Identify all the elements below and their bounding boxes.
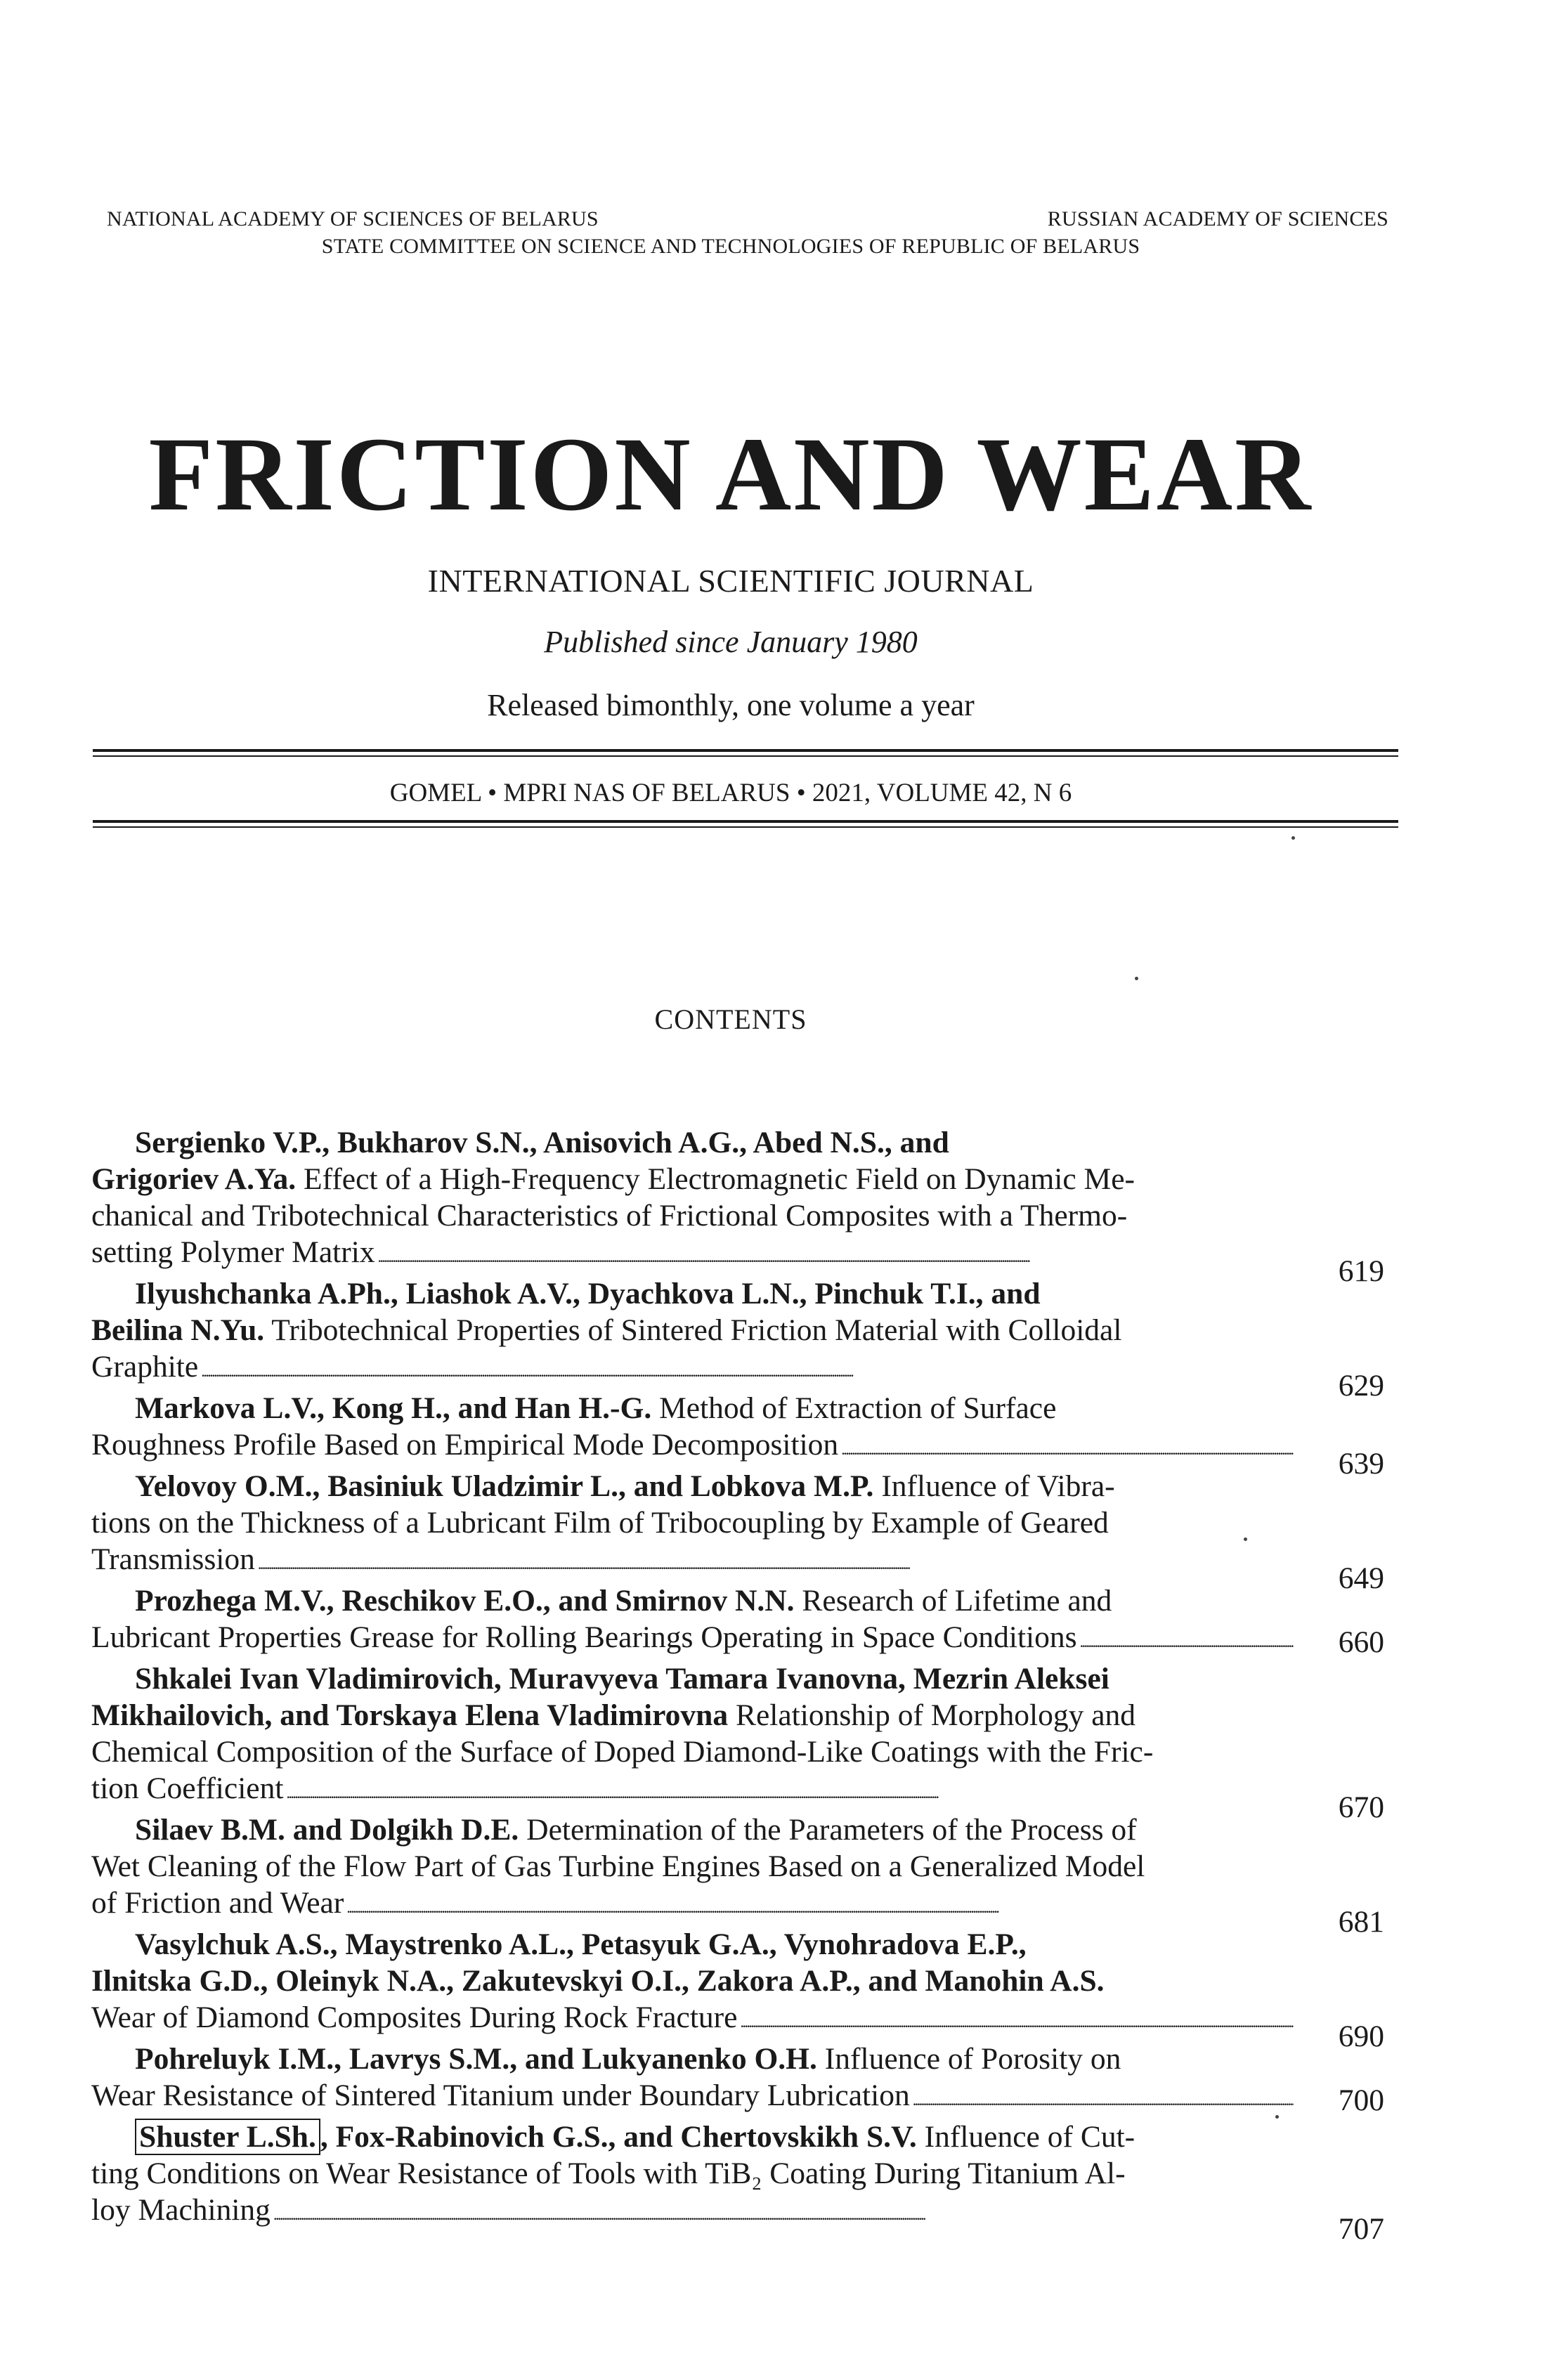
entry-authors: Ilyushchanka A.Ph., Liashok A.V., Dyachkova L.N., Pinchuk T.I., and	[135, 1277, 1041, 1311]
dot-leader	[201, 1348, 1294, 1390]
entry-page-number: 660	[1338, 1625, 1384, 1659]
entry-authors: Mikhailovich, and Torskaya Elena Vladimirovna	[91, 1698, 729, 1732]
entry-authors: Beilina N.Yu.	[91, 1313, 265, 1347]
contents-heading: CONTENTS	[654, 1003, 807, 1035]
entry-title: Effect of a High-Frequency Electromagnetic Field on Dynamic Me-	[296, 1162, 1135, 1196]
entry-authors: Prozhega M.V., Reschikov E.O., and Smirnov N.N.	[135, 1584, 795, 1618]
entry-page-number: 681	[1338, 1905, 1384, 1939]
toc-entry	[91, 1390, 1384, 1481]
dot-leader	[273, 2192, 1294, 2233]
entry-authors: Silaev B.M. and Dolgikh D.E.	[135, 1813, 519, 1847]
toc-entry	[91, 1660, 1384, 1824]
entry-title: Graphite	[91, 1350, 199, 1384]
entry-title: Chemical Composition of the Surface of Doped Diamond-Like Coatings with the Fric-	[91, 1735, 1154, 1769]
dot-leader	[913, 2077, 1294, 2119]
rule-top-thin	[93, 755, 1398, 757]
entry-title: Influence of Porosity on	[816, 2042, 1121, 2076]
entry-title: ting Conditions on Wear Resistance of Tools with TiB₂ Coating During Titanium Al-	[91, 2157, 1126, 2190]
header-academy-belarus: NATIONAL ACADEMY OF SCIENCES OF BELARUS	[107, 207, 599, 230]
entry-title: chanical and Tribotechnical Characteristics of Frictional Composites with a Thermo-	[91, 1199, 1128, 1233]
entry-title: tion Coefficient	[91, 1771, 284, 1805]
entry-title: Relationship of Morphology and	[728, 1698, 1136, 1732]
entry-page-number: 649	[1338, 1561, 1384, 1595]
rule-top-thick	[93, 749, 1398, 752]
scan-speck	[1275, 2115, 1279, 2119]
dot-leader	[841, 1426, 1294, 1468]
entry-title: Influence of Vibra-	[873, 1469, 1115, 1503]
entry-authors: Vasylchuk A.S., Maystrenko A.L., Petasyuk G.A., Vynohradova E.P.,	[135, 1927, 1027, 1961]
dot-leader	[286, 1770, 1294, 1812]
contents-list	[91, 1124, 1384, 2246]
scan-speck	[1244, 1537, 1247, 1541]
entry-title: Wear Resistance of Sintered Titanium under Boundary Lubrication	[91, 2079, 910, 2112]
entry-title: Wet Cleaning of the Flow Part of Gas Turbine Engines Based on a Generalized Model	[91, 1849, 1145, 1883]
entry-author-boxed: Shuster L.Sh.	[135, 2119, 320, 2155]
entry-page-number: 690	[1338, 2020, 1384, 2053]
journal-since: Published since January 1980	[544, 625, 918, 659]
dot-leader	[258, 1541, 1294, 1582]
entry-authors: Markova L.V., Kong H., and Han H.-G.	[135, 1391, 652, 1425]
toc-entry	[91, 1812, 1384, 1939]
toc-entry	[91, 1468, 1384, 1595]
entry-title: tions on the Thickness of a Lubricant Film of Tribocoupling by Example of Geared	[91, 1506, 1109, 1540]
entry-page-number: 670	[1338, 1790, 1384, 1824]
entry-authors: Shkalei Ivan Vladimirovich, Muravyeva Tamara Ivanovna, Mezrin Aleksei	[135, 1662, 1109, 1696]
dot-leader	[1080, 1619, 1294, 1660]
rule-bottom-thin	[93, 826, 1398, 828]
entry-authors: Ilnitska G.D., Oleinyk N.A., Zakutevskyi O.I., Zakora A.P., and Manohin A.S.	[91, 1964, 1105, 1998]
entry-title: Roughness Profile Based on Empirical Mode Decomposition	[91, 1428, 839, 1462]
journal-subtitle: INTERNATIONAL SCIENTIFIC JOURNAL	[427, 563, 1034, 599]
entry-title: Research of Lifetime and	[794, 1584, 1112, 1618]
entry-page-number: 700	[1338, 2083, 1384, 2117]
scan-speck	[1135, 977, 1138, 980]
toc-entry	[91, 2119, 1384, 2246]
entry-page-number: 639	[1338, 1447, 1384, 1481]
entry-title: Method of Extraction of Surface	[651, 1391, 1057, 1425]
entry-title: Tribotechnical Properties of Sintered Friction Material with Colloidal	[264, 1313, 1122, 1347]
entry-title: Wear of Diamond Composites During Rock Fracture	[91, 2001, 738, 2034]
journal-title: FRICTION AND WEAR	[148, 416, 1313, 533]
toc-entry	[91, 2041, 1384, 2119]
dot-leader	[346, 1885, 1294, 1926]
journal-frequency: Released bimonthly, one volume a year	[487, 688, 975, 722]
entry-authors: Grigoriev A.Ya.	[91, 1162, 297, 1196]
entry-title: Transmission	[91, 1542, 255, 1576]
dot-leader	[378, 1234, 1294, 1275]
entry-page-number: 629	[1338, 1369, 1384, 1403]
toc-entry	[91, 1582, 1384, 1660]
entry-authors: , Fox-Rabinovich G.S., and Chertovskikh S.V.	[320, 2120, 917, 2154]
entry-authors: Pohreluyk I.M., Lavrys S.M., and Lukyanenko O.H.	[135, 2042, 817, 2076]
entry-page-number: 707	[1338, 2212, 1384, 2246]
header-academy-russia: RUSSIAN ACADEMY OF SCIENCES	[1047, 207, 1388, 230]
entry-authors: Sergienko V.P., Bukharov S.N., Anisovich A.G., Abed N.S., and	[135, 1126, 949, 1159]
entry-page-number: 619	[1338, 1254, 1384, 1288]
entry-title: Determination of the Parameters of the Process of	[519, 1813, 1137, 1847]
entry-title: loy Machining	[91, 2193, 271, 2227]
scan-speck	[1291, 836, 1295, 840]
entry-title: Lubricant Properties Grease for Rolling Bearings Operating in Space Conditions	[91, 1620, 1077, 1654]
journal-imprint: GOMEL • MPRI NAS OF BELARUS • 2021, VOLUME 42, N 6	[389, 779, 1072, 807]
rule-bottom-thick	[93, 820, 1398, 823]
dot-leader	[740, 1999, 1294, 2041]
entry-title: setting Polymer Matrix	[91, 1235, 375, 1269]
entry-title: Influence of Cut-	[916, 2120, 1135, 2154]
toc-entry	[91, 1124, 1384, 1288]
toc-entry	[91, 1275, 1384, 1403]
header-state-committee: STATE COMMITTEE ON SCIENCE AND TECHNOLOGIES OF REPUBLIC OF BELARUS	[321, 235, 1140, 258]
entry-authors: Yelovoy O.M., Basiniuk Uladzimir L., and Lobkova M.P.	[135, 1469, 874, 1503]
toc-entry	[91, 1926, 1384, 2053]
entry-title: of Friction and Wear	[91, 1886, 344, 1920]
